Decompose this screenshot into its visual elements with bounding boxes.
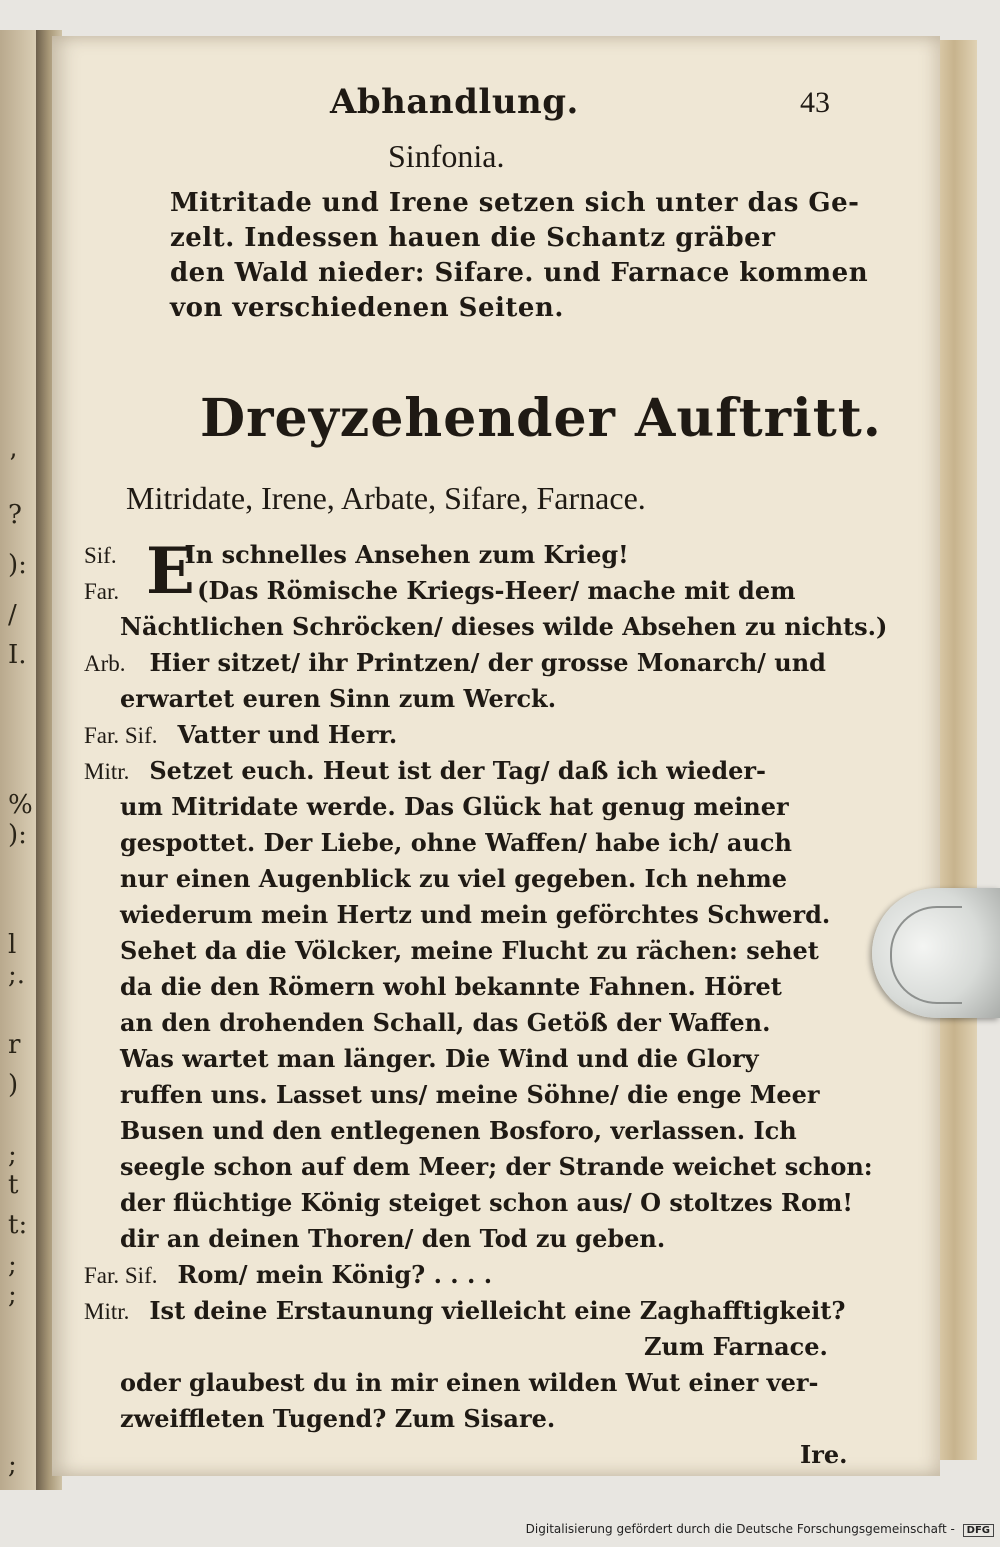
- metal-page-clip: [872, 888, 1000, 1018]
- speech-text: ruffen uns. Lasset uns/ meine Söhne/ die enge Meer: [120, 1080, 820, 1109]
- dialogue-line: [120, 828, 792, 857]
- speech-text: Ist deine Erstaunung vielleicht eine Zaghafftigkeit?: [149, 1296, 846, 1325]
- stage-direction-line: Mitritade und Irene setzen sich unter das Ge-: [170, 188, 860, 218]
- dialogue-line: [120, 1188, 853, 1217]
- speech-text: (Das Römische Kriegs-Heer/ mache mit dem: [197, 576, 796, 605]
- dialogue-line: [120, 972, 782, 1001]
- left-page-text-fragments: ʼ ? ): / I. % ): l ;. r ) ; t t: ; ; ;: [8, 450, 33, 1480]
- speaker-label: Far. Sif.: [84, 1263, 158, 1288]
- dialogue-line: [120, 1404, 555, 1433]
- dfg-logo: DFG: [963, 1524, 994, 1537]
- dialogue-line: [120, 936, 819, 965]
- dialogue-line: [84, 1296, 845, 1325]
- dialogue-line: [84, 648, 826, 677]
- dialogue-line: [120, 1152, 873, 1181]
- speech-text: erwartet euren Sinn zum Werck.: [120, 684, 557, 713]
- speech-text: In schnelles Ansehen zum Krieg!: [184, 540, 629, 569]
- dialogue-line: [120, 1116, 797, 1145]
- dialogue-line: [120, 1080, 820, 1109]
- speech-text: Rom/ mein König? . . . .: [177, 1260, 493, 1289]
- speech-text: um Mitridate werde. Das Glück hat genug meiner: [120, 792, 789, 821]
- speech-text: wiederum mein Hertz und mein geförchtes Schwerd.: [120, 900, 831, 929]
- stage-aside: Zum Farnace.: [644, 1332, 828, 1361]
- speech-text: seegle schon auf dem Meer; der Strande weichet schon:: [120, 1152, 873, 1181]
- dialogue-line: [84, 576, 796, 605]
- speech-text: dir an deinen Thoren/ den Tod zu geben.: [120, 1224, 666, 1253]
- dialogue-line: [120, 900, 830, 929]
- speech-text: oder glaubest du in mir einen wilden Wut einer ver-: [120, 1368, 819, 1397]
- drop-cap: E: [146, 534, 195, 609]
- dialogue-line: [120, 612, 887, 641]
- speaker-label: Far. Sif.: [84, 723, 158, 748]
- dialogue-line: [120, 1368, 818, 1397]
- speaker-label: Sif.: [84, 543, 117, 568]
- dialogue-line: [120, 864, 787, 893]
- page-number: 43: [800, 86, 830, 119]
- speech-text: Setzet euch. Heut ist der Tag/ daß ich wieder-: [149, 756, 766, 785]
- speech-text: Busen und den entlegenen Bosforo, verlassen. Ich: [120, 1116, 797, 1145]
- dialogue-line: [84, 1260, 492, 1289]
- speaker-label: Mitr.: [84, 759, 130, 784]
- speaker-label: Mitr.: [84, 1299, 130, 1324]
- speech-text: gespottet. Der Liebe, ohne Waffen/ habe ich/ auch: [120, 828, 792, 857]
- speech-text: Nächtlichen Schröcken/ dieses wilde Absehen zu nichts.): [120, 612, 888, 641]
- subheading: Sinfonia.: [388, 138, 505, 174]
- dialogue-line: [120, 1044, 759, 1073]
- stage-direction-line: den Wald nieder: Sifare. und Farnace kommen: [170, 258, 869, 288]
- dialogue-line: [84, 540, 629, 569]
- character-list: Mitridate, Irene, Arbate, Sifare, Farnace.: [126, 480, 646, 516]
- speaker-label: Far.: [84, 579, 120, 604]
- speech-text: nur einen Augenblick zu viel gegeben. Ich nehme: [120, 864, 788, 893]
- dialogue-line: [84, 756, 766, 785]
- speech-text: Sehet da die Völcker, meine Flucht zu rächen: sehet: [120, 936, 819, 965]
- speech-text: Was wartet man länger. Die Wind und die Glory: [120, 1044, 759, 1073]
- speech-text: zweiffleten Tugend? Zum Sisare.: [120, 1404, 556, 1433]
- page-fore-edge: [938, 40, 977, 1460]
- dialogue-line: [84, 720, 397, 749]
- clip-inner-ring: [890, 906, 962, 1004]
- dialogue-line: [644, 1332, 828, 1361]
- footer-credit-text: Digitalisierung gefördert durch die Deutsche Forschungsgemeinschaft -: [525, 1522, 955, 1536]
- speech-text: Hier sitzet/ ihr Printzen/ der grosse Monarch/ und: [149, 648, 826, 677]
- stage-direction-line: zelt. Indessen hauen die Schantz gräber: [170, 223, 776, 253]
- running-head: Abhandlung.: [330, 82, 579, 122]
- catchword: [800, 1440, 848, 1469]
- scene-title: Dreyzehender Auftritt.: [200, 388, 882, 449]
- dialogue-line: [120, 1224, 665, 1253]
- footer-credit: [526, 1522, 994, 1537]
- stage-direction-line: von verschiedenen Seiten.: [170, 293, 564, 323]
- speaker-label: Arb.: [84, 651, 126, 676]
- speech-text: der flüchtige König steiget schon aus/ O stoltzes Rom!: [120, 1188, 853, 1217]
- dialogue-line: [120, 1008, 770, 1037]
- speech-text: Vatter und Herr.: [177, 720, 398, 749]
- catchword-text: Ire.: [800, 1440, 848, 1469]
- speech-text: da die den Römern wohl bekannte Fahnen. Höret: [120, 972, 782, 1001]
- dialogue-line: [120, 684, 556, 713]
- speech-text: an den drohenden Schall, das Getöß der Waffen.: [120, 1008, 771, 1037]
- dialogue-line: [120, 792, 789, 821]
